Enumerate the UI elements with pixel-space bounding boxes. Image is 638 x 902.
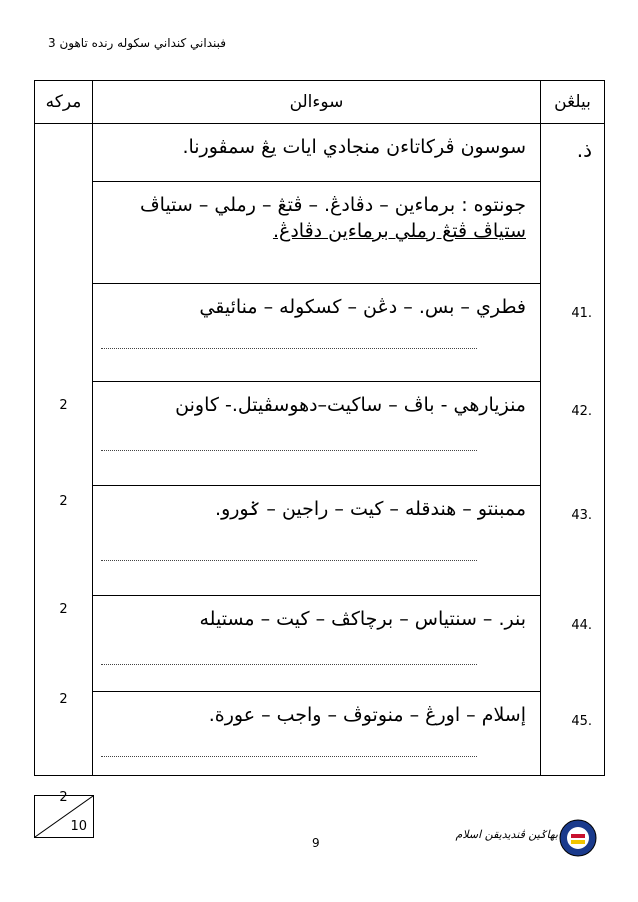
number-column — [541, 124, 605, 776]
question-text-45: إسلام – اورڠ – منوتوڤ – واجب – عورة. — [208, 704, 526, 726]
answer-line-43[interactable] — [101, 560, 477, 561]
mark-41: 2 — [59, 398, 68, 413]
section-letter: ذ. — [576, 138, 592, 162]
question-column-header: سوءالن — [93, 81, 541, 124]
question-row — [35, 382, 605, 486]
score-box — [34, 795, 94, 838]
example-answer: ستياڤ ڤتڠ رملي برماءين دڤادڠ. — [272, 220, 526, 242]
question-number-42: 42. — [571, 404, 592, 419]
table-header-row — [35, 81, 605, 124]
header-title: فبنداني کنداني سکوله رنده تاهون 3 — [48, 36, 227, 50]
mark-44: 2 — [59, 692, 68, 707]
department-emblem-icon — [558, 818, 598, 858]
mark-42: 2 — [59, 494, 68, 509]
answer-line-44[interactable] — [101, 664, 477, 665]
question-row — [35, 596, 605, 692]
mark-column-header: مرکه — [35, 81, 93, 124]
question-cell-42 — [93, 382, 592, 486]
question-number-41: 41. — [571, 306, 592, 321]
question-number-43: 43. — [571, 508, 592, 523]
question-cell-43 — [93, 486, 592, 596]
example-line-1: جونتوه : برماءين – دڤادڠ. – ڤتڠ – رملي – ستياڤ — [139, 194, 526, 216]
example-line-2 — [93, 216, 540, 242]
question-row — [35, 284, 605, 382]
instruction-row — [35, 124, 605, 182]
question-text-44: بنر. – سنتياس – برچاکڤ – کيت – مستيله — [199, 608, 526, 630]
instruction-text: سوسون ڤرکاتاءن منجادي ايات يڠ سمڤورنا. — [182, 136, 526, 158]
answer-line-41[interactable] — [101, 348, 477, 349]
answer-line-42[interactable] — [101, 450, 477, 451]
answer-line-45[interactable] — [101, 756, 477, 757]
question-row — [35, 486, 605, 596]
question-cell-45 — [93, 692, 592, 776]
question-cell-41 — [93, 284, 592, 382]
example-row — [35, 182, 605, 284]
logo-text: بهاݢين ڤنديديقن اسلام — [455, 828, 558, 841]
footer-logo — [438, 818, 598, 858]
question-text-42: منزيارهي - باڤ – ساکيت–دهوسڤيتل.- کاونن — [175, 394, 526, 416]
question-cell-44 — [93, 596, 592, 692]
question-number-44: 44. — [571, 618, 592, 633]
question-number-45: 45. — [571, 714, 592, 729]
page-number: 9 — [312, 836, 320, 850]
mark-43: 2 — [59, 602, 68, 617]
question-table — [34, 80, 605, 805]
score-total: 10 — [70, 819, 87, 834]
mark-45: 2 — [59, 790, 68, 805]
mark-column — [35, 124, 93, 805]
example-cell — [93, 182, 541, 284]
question-text-41: فطري – بس. – دڠن – کسکوله – منائيقي — [199, 296, 526, 318]
question-text-43: ممبنتو – هندقله – کيت – راجين – ݢورو. — [215, 498, 526, 520]
instruction-cell — [93, 124, 541, 182]
number-column-header: بيلڠن — [541, 81, 605, 124]
question-row — [35, 692, 605, 776]
